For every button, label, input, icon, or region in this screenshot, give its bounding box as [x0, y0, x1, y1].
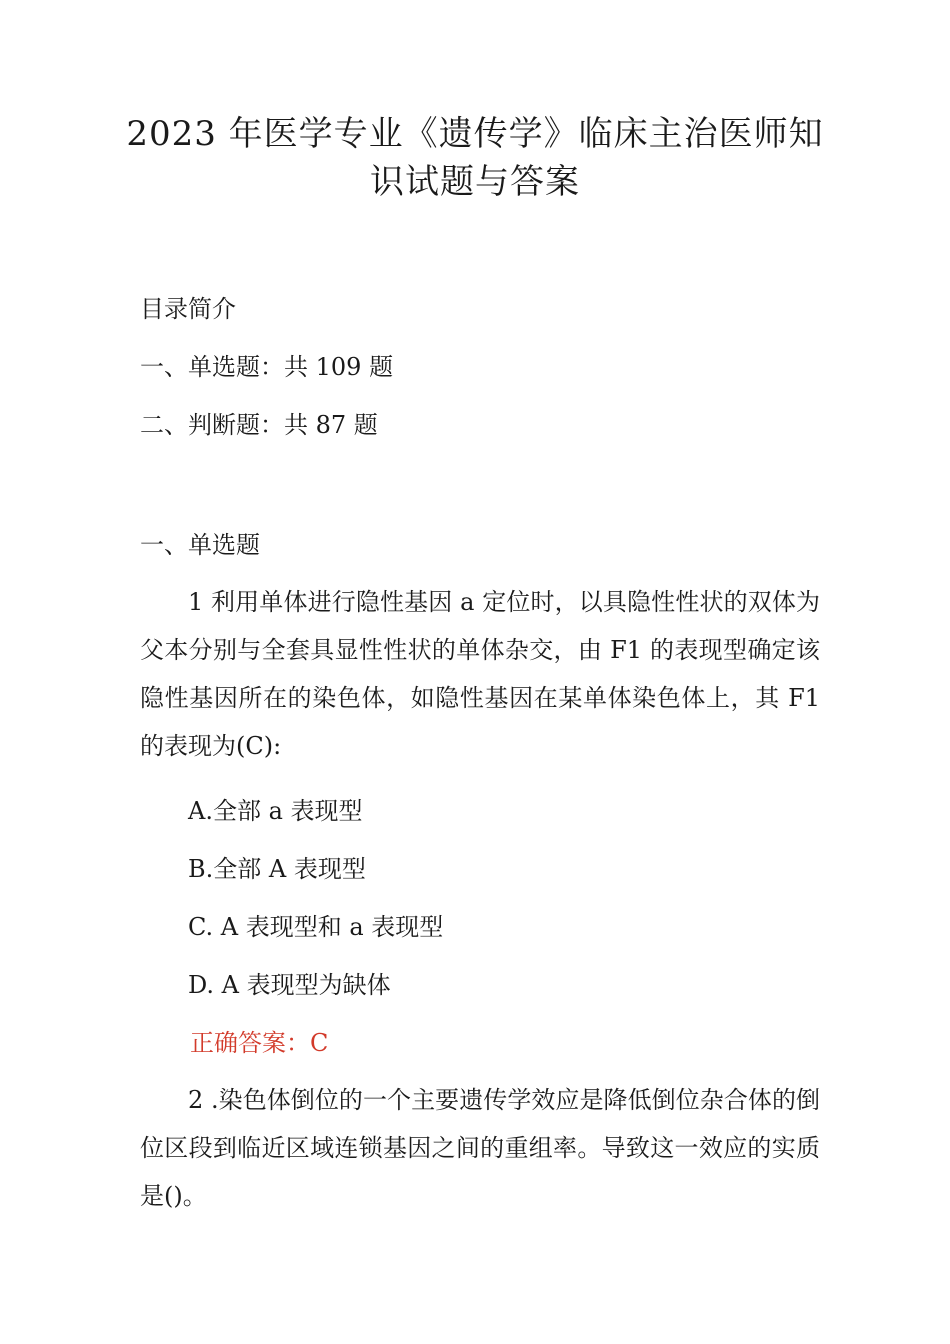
question-2-text: 2 .染色体倒位的一个主要遗传学效应是降低倒位杂合体的倒位区段到临近区域连锁基因之间的重组率。导致这一效应的实质是()。: [140, 1086, 820, 1210]
section-heading-single-choice: 一、单选题: [140, 531, 260, 559]
question-1-option-d: D. A 表现型为缺体: [188, 971, 391, 999]
toc-item-true-false: 二、判断题：共 87 题: [140, 411, 378, 439]
question-1-answer: 正确答案：C: [190, 1029, 329, 1057]
toc-item-single-choice: 一、单选题：共 109 题: [140, 353, 394, 381]
question-1-option-a: A.全部 a 表现型: [188, 797, 363, 825]
question-1-option-c: C. A 表现型和 a 表现型: [188, 913, 444, 941]
question-1-option-b: B.全部 A 表现型: [188, 855, 366, 883]
question-1-text: 1 利用单体进行隐性基因 a 定位时，以具隐性性状的双体为父本分别与全套具显性性状的单体杂交，由 F1 的表现型确定该隐性基因所在的染色体，如隐性基因在某单体染色体上，其 F1 的表现为(C):: [140, 588, 820, 760]
document-title-line-2: 识试题与答案: [370, 162, 580, 202]
document-title-line-1: 2023 年医学专业《遗传学》临床主治医师知: [126, 114, 824, 154]
toc-heading: 目录简介: [140, 295, 236, 323]
